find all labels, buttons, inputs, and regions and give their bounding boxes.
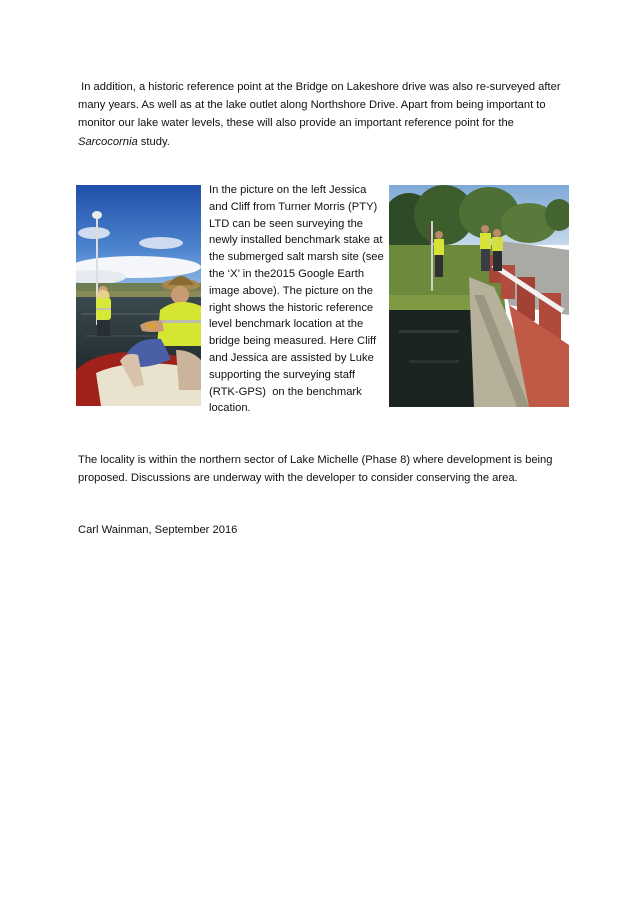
caption-line: supporting the surveying staff — [209, 368, 355, 381]
intro-line: many years. As well as at the lake outlet along Northshore Drive. Apart from being important to — [78, 99, 546, 112]
intro-line: In addition, a historic reference point at the Bridge on Lakeshore drive was also re-surveyed after — [78, 81, 561, 93]
locality-line: The locality is within the northern sector of Lake Michelle (Phase 8) where development is being — [78, 454, 553, 466]
intro-paragraph — [78, 78, 568, 151]
photo-caption — [209, 182, 385, 417]
caption-line: LTD can be seen surveying the — [209, 217, 364, 230]
intro-line-rest: study. — [137, 135, 170, 148]
caption-line: right shows the historic reference — [209, 301, 374, 314]
caption-line: the submerged salt marsh site (see — [209, 251, 384, 264]
locality-line: proposed. Discussions are underway with the developer to consider conserving the area. — [78, 472, 518, 485]
intro-line — [78, 133, 568, 151]
species-name: Sarcocornia — [78, 135, 138, 148]
photo-bridge-benchmark — [389, 185, 569, 407]
caption-line: bridge being measured. Here Cliff — [209, 335, 377, 348]
caption-line: the ‘X’ in the2015 Google Earth — [209, 267, 365, 280]
intro-line: monitor our lake water levels, these will also provide an important reference point for the — [78, 117, 514, 130]
photo-salt-marsh-survey — [76, 185, 201, 406]
caption-line: level benchmark location at the — [209, 318, 364, 331]
caption-line: newly installed benchmark stake at — [209, 234, 383, 247]
author-signature: Carl Wainman, September 2016 — [78, 524, 238, 536]
caption-line: (RTK-GPS) on the benchmark — [209, 385, 362, 398]
caption-line: image above). The picture on the — [209, 284, 373, 297]
caption-line: and Cliff from Turner Morris (PTY) — [209, 200, 378, 213]
caption-line: and Jessica are assisted by Luke — [209, 351, 374, 364]
caption-line: In the picture on the left Jessica — [209, 184, 367, 196]
caption-line: location. — [209, 402, 251, 415]
locality-paragraph — [78, 451, 568, 487]
